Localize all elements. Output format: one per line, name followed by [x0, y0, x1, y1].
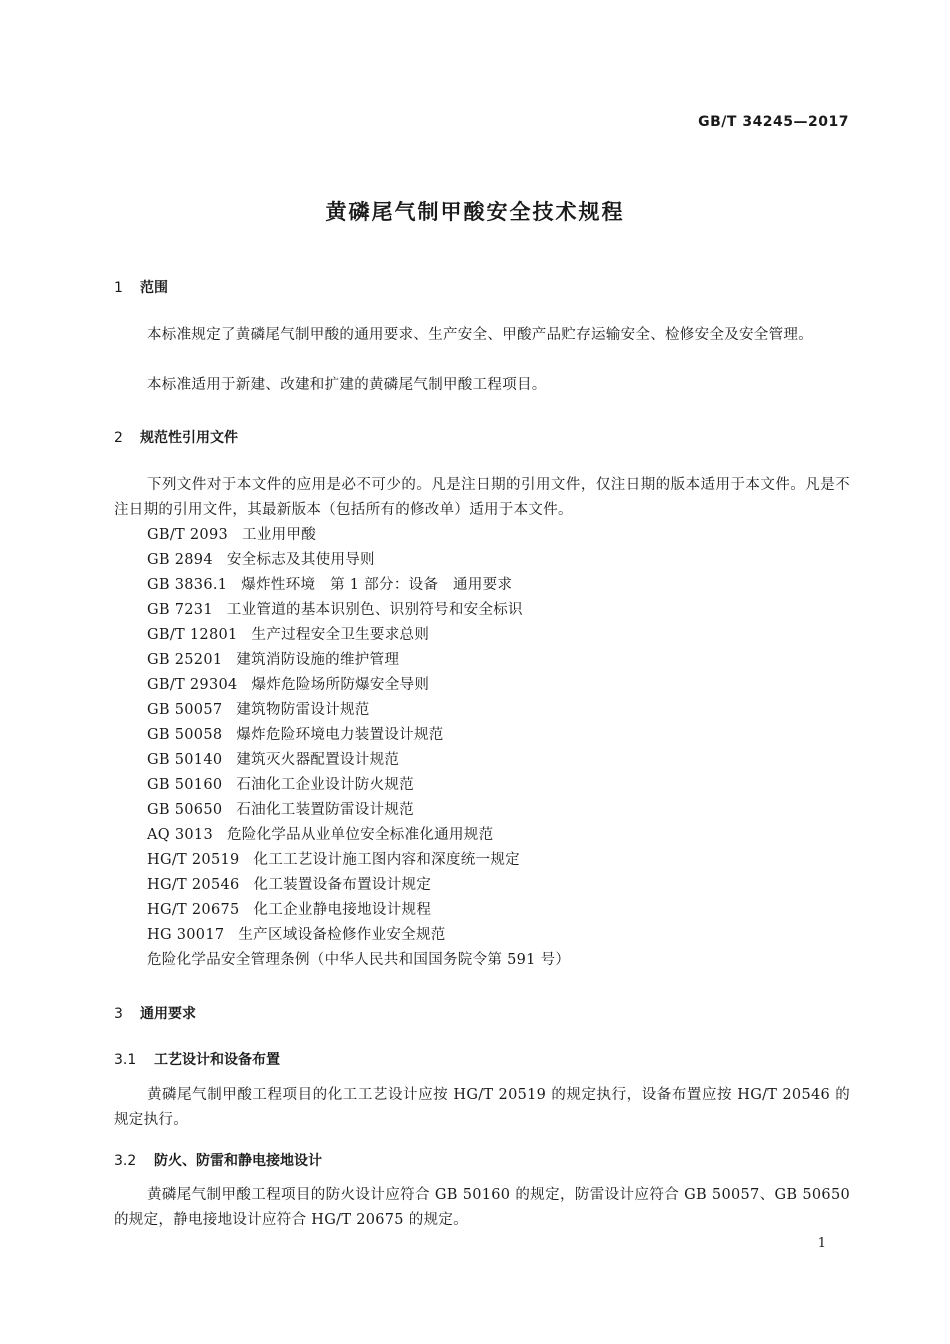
section-title: 通用要求	[140, 1006, 196, 1022]
reference-item	[147, 648, 570, 673]
reference-code: AQ 3013	[147, 827, 213, 843]
reference-code: GB 3836.1	[147, 577, 228, 593]
reference-title: 爆炸性环境 第 1 部分：设备 通用要求	[241, 577, 513, 593]
reference-title: 石油化工装置防雷设计规范	[236, 802, 414, 818]
reference-item	[147, 723, 570, 748]
reference-code: GB 50058	[147, 727, 223, 743]
section-3-1-heading	[114, 1049, 280, 1069]
reference-title: 爆炸危险环境电力装置设计规范	[236, 727, 444, 743]
reference-item	[147, 598, 570, 623]
reference-title: 安全标志及其使用导则	[226, 552, 375, 568]
reference-code: GB 7231	[147, 602, 213, 618]
reference-code: GB/T 29304	[147, 677, 238, 693]
reference-code: GB 2894	[147, 552, 213, 568]
reference-item	[147, 923, 570, 948]
reference-title: 工业管道的基本识别色、识别符号和安全标识	[226, 602, 523, 618]
section-title: 工艺设计和设备布置	[154, 1052, 280, 1068]
reference-title: 化工装置设备布置设计规定	[253, 877, 432, 893]
section-number: 3.2	[114, 1153, 137, 1169]
section-2-heading	[114, 427, 238, 447]
scope-paragraph-1: 本标准规定了黄磷尾气制甲酸的通用要求、生产安全、甲酸产品贮存运输安全、检修安全及安全管理。	[147, 327, 813, 343]
reference-code: GB 50650	[147, 802, 223, 818]
reference-item	[147, 548, 570, 573]
section-number: 3	[114, 1006, 123, 1022]
reference-code: GB 50160	[147, 777, 223, 793]
reference-title: 建筑消防设施的维护管理	[236, 652, 400, 668]
reference-title: 建筑灭火器配置设计规范	[236, 752, 400, 768]
reference-code: GB 50057	[147, 702, 223, 718]
reference-item	[147, 848, 570, 873]
reference-code: GB 25201	[147, 652, 223, 668]
section-title: 规范性引用文件	[140, 430, 238, 446]
reference-title: 化工企业静电接地设计规程	[253, 902, 432, 918]
reference-title: 生产过程安全卫生要求总则	[251, 627, 430, 643]
section-number: 1	[114, 280, 123, 296]
reference-title: 生产区域设备检修作业安全规范	[238, 927, 446, 943]
scope-paragraph-2: 本标准适用于新建、改建和扩建的黄磷尾气制甲酸工程项目。	[147, 377, 547, 393]
standard-code: GB/T 34245—2017	[698, 114, 849, 130]
section-number: 3.1	[114, 1052, 137, 1068]
reference-item	[147, 573, 570, 598]
section-title: 防火、防雷和静电接地设计	[154, 1153, 322, 1169]
section-1-heading	[114, 277, 168, 297]
reference-code: HG/T 20546	[147, 877, 240, 893]
reference-item	[147, 773, 570, 798]
reference-code: GB 50140	[147, 752, 223, 768]
reference-code: GB/T 2093	[147, 527, 229, 543]
reference-item	[147, 798, 570, 823]
references-intro: 下列文件对于本文件的应用是必不可少的。凡是注日期的引用文件，仅注日期的版本适用于本文件。凡是不注日期的引用文件，其最新版本（包括所有的修改单）适用于本文件。	[114, 477, 850, 518]
reference-item	[147, 948, 570, 973]
reference-title: 建筑物防雷设计规范	[236, 702, 370, 718]
section-3-heading	[114, 1003, 196, 1023]
section-title: 范围	[140, 280, 168, 296]
reference-item	[147, 623, 570, 648]
reference-item	[147, 523, 570, 548]
reference-title: 化工工艺设计施工图内容和深度统一规定	[253, 852, 520, 868]
reference-title: 石油化工企业设计防火规范	[236, 777, 414, 793]
reference-item	[147, 873, 570, 898]
section-number: 2	[114, 430, 123, 446]
reference-code: HG/T 20519	[147, 852, 240, 868]
section-3-1-paragraph: 黄磷尾气制甲酸工程项目的化工工艺设计应按 HG/T 20519 的规定执行，设备布置应按 HG/T 20546 的规定执行。	[114, 1087, 850, 1128]
reference-list	[147, 523, 570, 973]
reference-title: 爆炸危险场所防爆安全导则	[251, 677, 430, 693]
reference-item	[147, 673, 570, 698]
reference-title: 工业用甲酸	[242, 527, 317, 543]
reference-code: HG/T 20675	[147, 902, 240, 918]
reference-code: HG 30017	[147, 927, 225, 943]
section-3-2-heading	[114, 1150, 322, 1170]
reference-code: GB/T 12801	[147, 627, 238, 643]
document-title: 黄磷尾气制甲酸安全技术规程	[325, 200, 625, 224]
reference-item	[147, 898, 570, 923]
page-number: 1	[817, 1236, 826, 1251]
reference-item	[147, 823, 570, 848]
reference-item	[147, 748, 570, 773]
section-3-2-paragraph: 黄磷尾气制甲酸工程项目的防火设计应符合 GB 50160 的规定，防雷设计应符合 GB 50057、GB 50650 的规定，静电接地设计应符合 HG/T 20675 的规定。	[114, 1187, 850, 1228]
reference-item	[147, 698, 570, 723]
reference-title: 危险化学品从业单位安全标准化通用规范	[226, 827, 494, 843]
reference-title: 危险化学品安全管理条例（中华人民共和国国务院令第 591 号）	[147, 952, 571, 968]
